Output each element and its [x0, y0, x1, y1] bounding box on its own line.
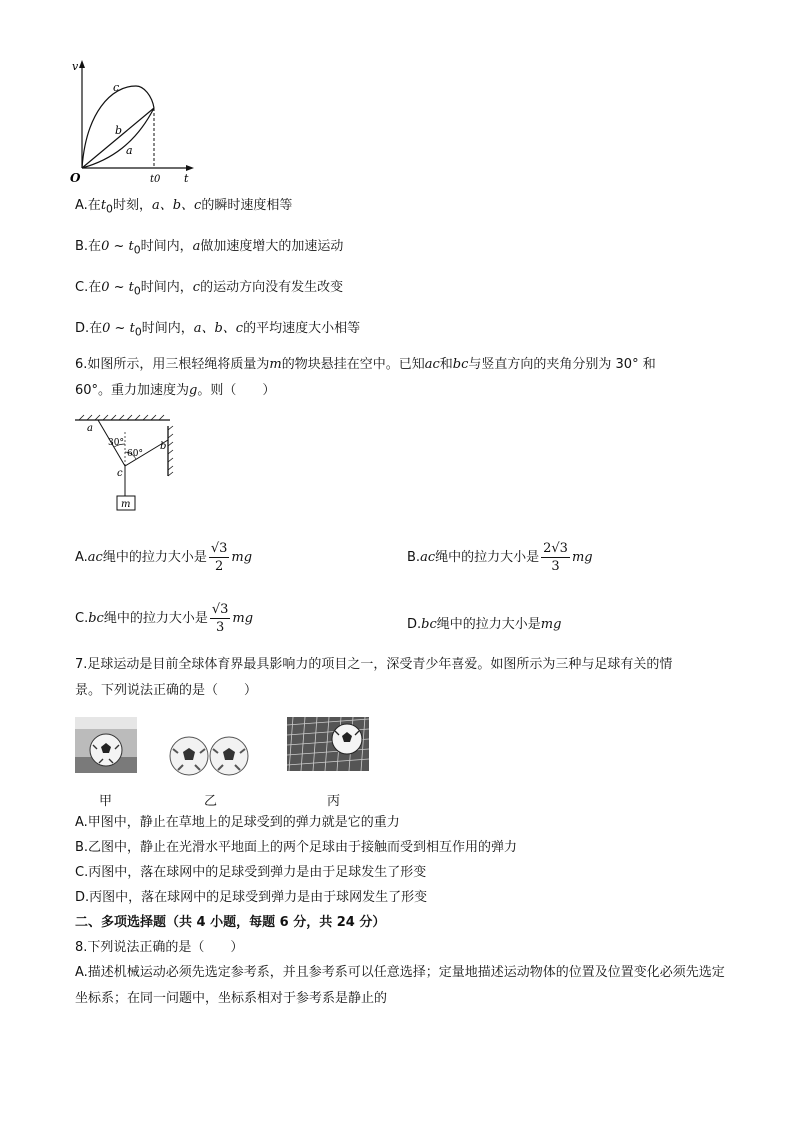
fraction: $\frac{2√3}{3}$	[543, 541, 568, 574]
photo-ball-on-grass	[75, 717, 137, 773]
fraction: $\frac{√3}{2}$	[210, 541, 228, 574]
caption-bing: 丙	[327, 794, 341, 809]
q7-stem-line2: 景。下列说法正确的是（ ）	[75, 683, 258, 698]
diagram-angle-30: 30°	[108, 438, 124, 448]
rope-diagram	[70, 414, 190, 518]
vt-graph	[66, 58, 206, 184]
graph-label-b: b	[115, 124, 123, 137]
diagram-angle-60: 60°	[127, 449, 143, 459]
diagram-label-c: c	[117, 468, 123, 479]
caption-jia: 甲	[99, 794, 113, 809]
q5-option-c[interactable]: C.在0 ~ $t_0$时间内，c的运动方向没有发生改变	[75, 280, 344, 298]
q5-option-d[interactable]: D.在0 ~ $t_0$时间内，a、b、c的平均速度大小相等	[75, 321, 361, 339]
graph-label-v: v	[72, 60, 79, 73]
q6-option-d[interactable]: D.bc绳中的拉力大小是mg	[407, 617, 562, 632]
photo-ball-in-net	[287, 717, 369, 771]
graph-label-a: a	[126, 144, 133, 157]
section-title: 二、多项选择题（共 4 小题，每题 6 分，共 24 分）	[75, 915, 386, 930]
q5-option-b[interactable]: B.在0 ~ $t_0$时间内，a做加速度增大的加速运动	[75, 239, 344, 257]
q8-option-a[interactable]: A.描述机械运动必须先选定参考系，并且参考系可以任意选择；定量地描述运动物体的位置及位置变化必须先选定坐标系；在同一问题中，坐标系相对于参考系是静止的	[75, 965, 725, 1006]
q8-stem: 8.下列说法正确的是（ ）	[75, 940, 244, 955]
q7-option-a[interactable]: A.甲图中，静止在草地上的足球受到的弹力就是它的重力	[75, 815, 400, 830]
q7-option-d[interactable]: D.丙图中，落在球网中的足球受到弹力是由于球网发生了形变	[75, 890, 428, 905]
diagram-label-b: b	[160, 441, 167, 452]
q6-stem-line1: 6.如图所示，用三根轻绳将质量为m的物块悬挂在空中。已知ac和bc与竖直方向的夹角分别为 30° 和	[75, 357, 656, 372]
photo-two-balls	[168, 735, 250, 777]
q7-option-c[interactable]: C.丙图中，落在球网中的足球受到弹力是由于足球发生了形变	[75, 865, 427, 880]
q7-stem-line1: 7.足球运动是目前全球体育界最具影响力的项目之一，深受青少年喜爱。如图所示为三种与足球有关的情	[75, 657, 673, 672]
fraction: $\frac{√3}{3}$	[211, 602, 229, 635]
q6-option-c[interactable]: C.bc绳中的拉力大小是 $\frac{√3}{3}$ mg	[75, 602, 254, 635]
diagram-label-m: m	[121, 499, 131, 510]
diagram-label-a: a	[87, 423, 93, 434]
graph-label-t: t	[184, 172, 189, 184]
graph-label-t0: t0	[150, 174, 161, 184]
graph-label-c: c	[113, 81, 120, 94]
caption-yi: 乙	[204, 794, 218, 809]
q6-stem-line2: 60°。重力加速度为g。则（ ）	[75, 383, 276, 398]
q7-option-b[interactable]: B.乙图中，静止在光滑水平地面上的两个足球由于接触而受到相互作用的弹力	[75, 840, 518, 855]
q6-option-a[interactable]: A.ac绳中的拉力大小是 $\frac{√3}{2}$ mg	[75, 541, 253, 574]
q5-option-a[interactable]: A.在$t_0$时刻，a、b、c的瞬时速度相等	[75, 198, 293, 216]
graph-label-origin: O	[70, 171, 81, 184]
q6-option-b[interactable]: B.ac绳中的拉力大小是 $\frac{2√3}{3}$ mg	[407, 541, 593, 574]
